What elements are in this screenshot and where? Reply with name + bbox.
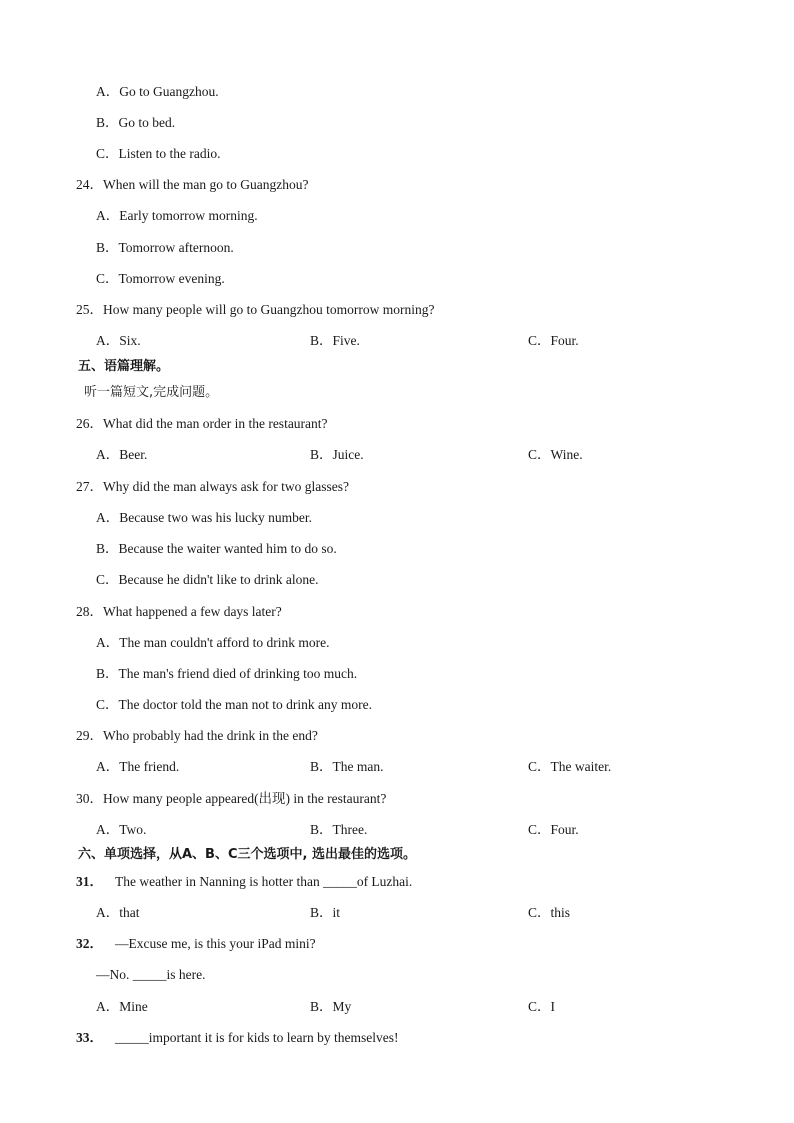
q28-option-a: A．The man couldn't afford to drink more. <box>96 635 330 650</box>
q23-option-c: C．Listen to the radio. <box>96 146 221 161</box>
q26-question: 26．What did the man order in the restaurant? <box>76 416 328 431</box>
q32-option-b: B．My <box>310 999 352 1014</box>
q30-question: 30．How many people appeared(出现) in the restaurant? <box>76 791 387 806</box>
q32-number: 32． <box>76 936 103 951</box>
q29-option-c: C．The waiter. <box>528 759 612 774</box>
q33-question <box>76 1029 398 1047</box>
q32-text: —Excuse me, is this your iPad mini? <box>115 936 316 951</box>
q33-number: 33． <box>76 1030 103 1045</box>
q29-question: 29．Who probably had the drink in the end? <box>76 728 318 743</box>
q31-text: The weather in Nanning is hotter than _____of Luzhai. <box>115 874 413 889</box>
section5-title: 五、语篇理解。 <box>78 359 170 374</box>
q24-option-a: A．Early tomorrow morning. <box>96 208 258 223</box>
q25-option-c: C．Four. <box>528 333 579 348</box>
q32-question <box>76 935 316 953</box>
q28-option-b: B．The man's friend died of drinking too much. <box>96 666 358 681</box>
q30-option-c: C．Four. <box>528 822 579 837</box>
section5-instruction: 听一篇短文,完成问题。 <box>84 385 219 400</box>
q23-option-a: A．Go to Guangzhou. <box>96 84 219 99</box>
q26-option-b: B．Juice. <box>310 447 364 462</box>
q24-option-c: C．Tomorrow evening. <box>96 271 225 286</box>
q26-option-c: C．Wine. <box>528 447 583 462</box>
q32-option-a: A．Mine <box>96 999 148 1014</box>
q23-option-b: B．Go to bed. <box>96 115 176 130</box>
q27-option-a: A．Because two was his lucky number. <box>96 510 312 525</box>
q27-question: 27．Why did the man always ask for two glasses? <box>76 479 349 494</box>
q29-option-a: A．The friend. <box>96 759 180 774</box>
q29-option-b: B．The man. <box>310 759 384 774</box>
section6-title: 六、单项选择，从A、B、C三个选项中, 选出最佳的选项。 <box>78 847 416 862</box>
q27-option-c: C．Because he didn't like to drink alone. <box>96 572 319 587</box>
q26-option-a: A．Beer. <box>96 447 148 462</box>
q25-question: 25．How many people will go to Guangzhou tomorrow morning? <box>76 302 435 317</box>
q31-number: 31． <box>76 874 103 889</box>
q30-option-a: A．Two. <box>96 822 147 837</box>
q27-option-b: B．Because the waiter wanted him to do so. <box>96 541 337 556</box>
q31-option-c: C．this <box>528 905 571 920</box>
q32-reply: —No. _____is here. <box>96 967 206 982</box>
q24-option-b: B．Tomorrow afternoon. <box>96 240 234 255</box>
q30-option-b: B．Three. <box>310 822 368 837</box>
q31-question <box>76 873 412 891</box>
q25-option-a: A．Six. <box>96 333 141 348</box>
q25-option-b: B．Five. <box>310 333 360 348</box>
q28-option-c: C．The doctor told the man not to drink any more. <box>96 697 372 712</box>
q28-question: 28．What happened a few days later? <box>76 604 282 619</box>
q33-text: _____important it is for kids to learn by themselves! <box>115 1030 399 1045</box>
q24-question: 24．When will the man go to Guangzhou? <box>76 177 309 192</box>
q32-option-c: C．I <box>528 999 555 1014</box>
q31-option-a: A．that <box>96 905 140 920</box>
q31-option-b: B．it <box>310 905 341 920</box>
